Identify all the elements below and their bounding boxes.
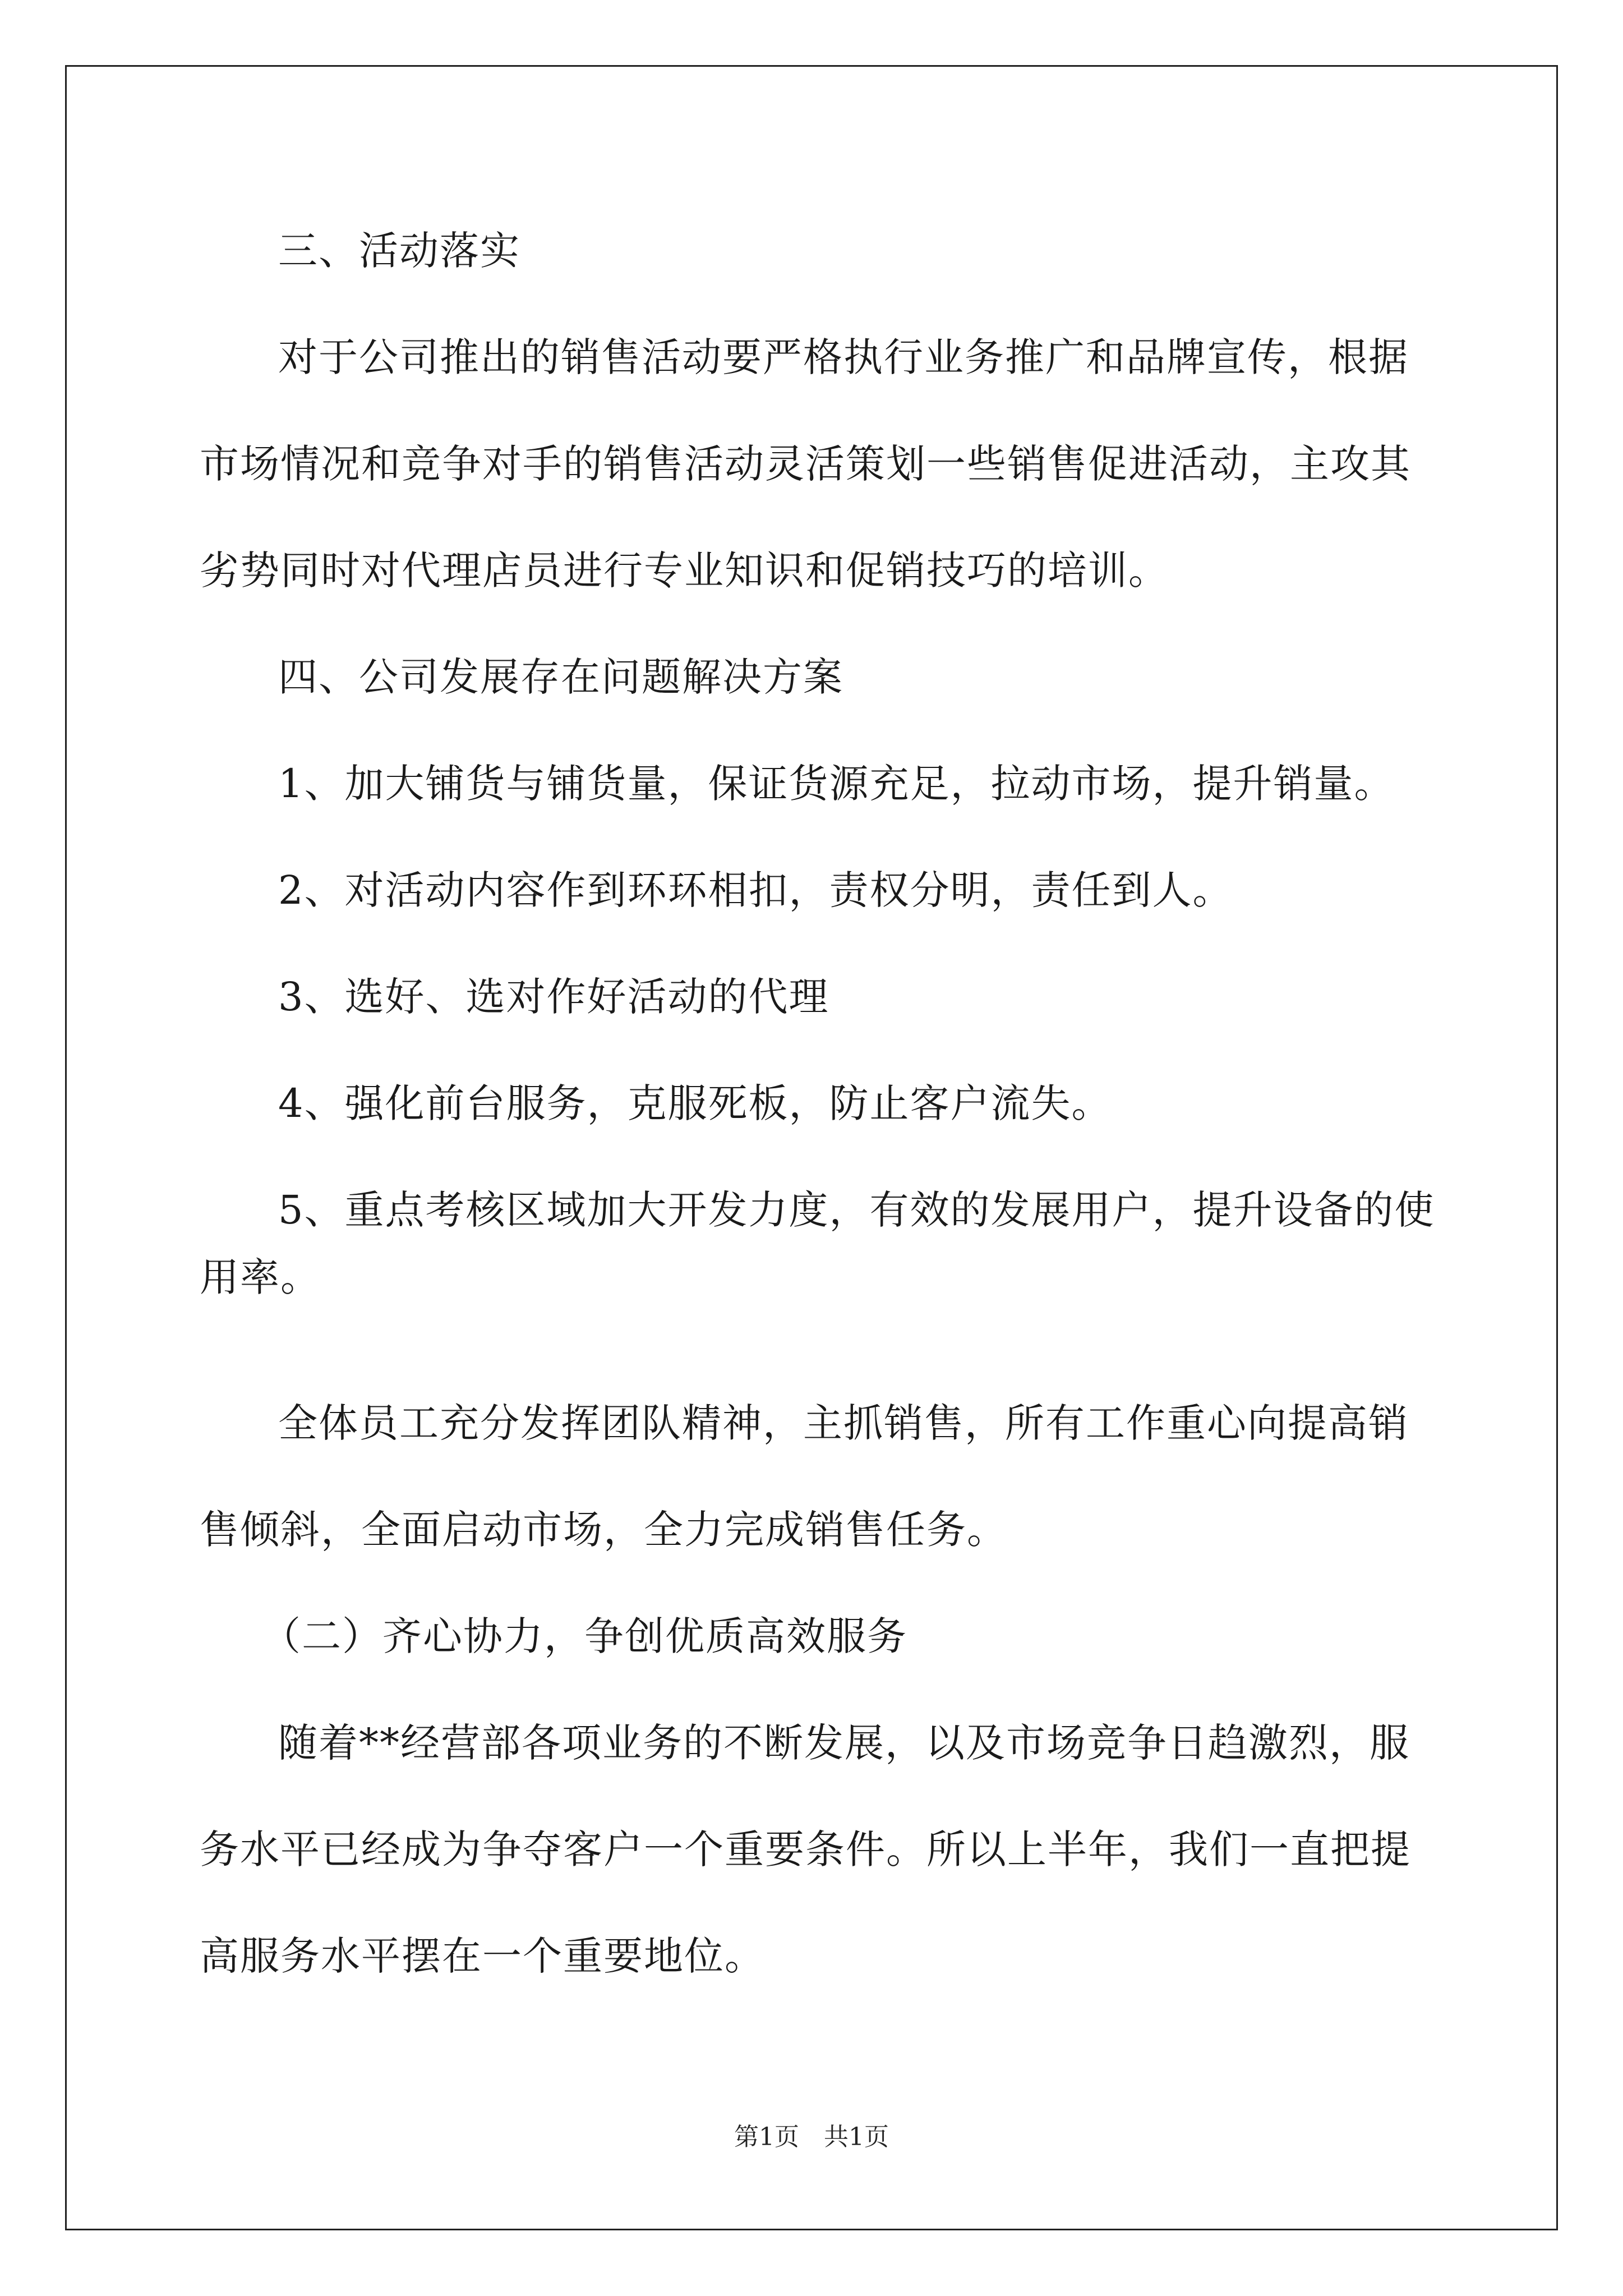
section-heading: 三、活动落实 (278, 228, 520, 274)
list-item: 2、对活动内容作到环环相扣，责权分明，责任到人。 (278, 867, 1233, 913)
list-item: 1、加大铺货与铺货量，保证货源充足，拉动市场，提升销量。 (278, 761, 1395, 807)
paragraph-line: 市场情况和竞争对手的销售活动灵活策划一些销售促进活动，主攻其 (200, 441, 1411, 487)
paragraph-line: 随着**经营部各项业务的不断发展，以及市场竞争日趋激烈，服 (278, 1720, 1410, 1766)
page-border (65, 65, 1558, 2230)
paragraph-line: 售倾斜，全面启动市场，全力完成销售任务。 (200, 1507, 1007, 1553)
list-item: 5、重点考核区域加大开发力度，有效的发展用户，提升设备的使 (278, 1187, 1435, 1233)
list-item: 3、选好、选对作好活动的代理 (278, 974, 829, 1020)
paragraph-line: 用率。 (200, 1254, 321, 1300)
paragraph-line: 务水平已经成为争夺客户一个重要条件。所以上半年，我们一直把提 (200, 1826, 1411, 1872)
paragraph-line: 全体员工充分发挥团队精神，主抓销售，所有工作重心向提高销 (278, 1400, 1409, 1446)
paragraph-line: 对于公司推出的销售活动要严格执行业务推广和品牌宣传，根据 (278, 334, 1409, 380)
paragraph-line: 高服务水平摆在一个重要地位。 (200, 1933, 765, 1979)
page-footer: 第1页 共1页 (734, 2123, 889, 2151)
section-heading: （二）齐心协力，争创优质高效服务 (261, 1613, 907, 1659)
paragraph-line: 劣势同时对代理店员进行专业知识和促销技巧的培训。 (200, 547, 1169, 593)
list-item: 4、强化前台服务，克服死板，防止客户流失。 (278, 1080, 1112, 1126)
section-heading: 四、公司发展存在问题解决方案 (278, 654, 843, 700)
